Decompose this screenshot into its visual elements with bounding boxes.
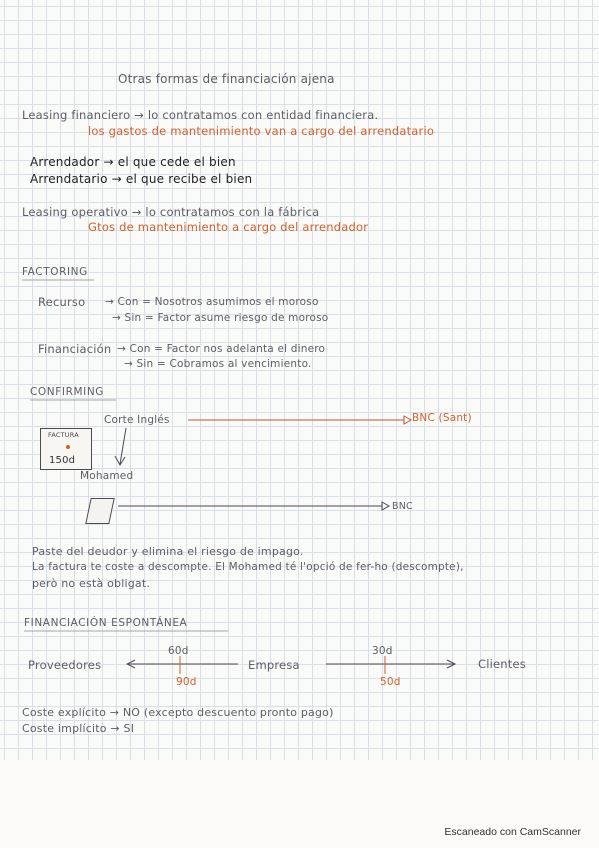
bnc-santander-label: BNC (Sant) [412,412,472,424]
financiacion-sin: → Sin = Cobramos al vencimiento. [124,358,312,370]
proveedores-label: Proveedores [28,658,102,672]
page-title: Otras formas de financiación ajena [118,72,335,86]
mohamed-label: Mohamed [80,470,134,482]
leasing-financiero-note: los gastos de mantenimiento van a cargo del arrendatario [88,124,435,138]
espontanea-heading: FINANCIACIÓN ESPONTÁNEA [24,617,188,629]
recurso-con: → Con = Nosotros asumimos el moroso [105,296,319,308]
empresa-label: Empresa [248,658,300,672]
confirming-note-1: Paste del deudor y elimina el riesgo de impago. [32,545,304,558]
days-60-label: 60d [168,645,189,657]
arrendatario-definition: Arrendatario → el que recibe el bien [30,172,253,186]
corte-ingles-label: Corte Inglés [104,414,170,426]
recurso-sin: → Sin = Factor asume riesgo de moroso [112,312,329,324]
leasing-financiero-line: Leasing financiero → lo contratamos con entidad financiera. [22,108,379,122]
days-30-label: 30d [372,645,393,657]
factura-label: FACTURA [48,431,79,439]
factoring-heading: FACTORING [22,266,88,278]
scanner-footer: Escaneado con CamScanner [444,826,581,838]
coste-implicito: Coste implícito → SI [22,722,135,735]
days-50-label: 50d [380,676,401,688]
confirming-heading: CONFIRMING [30,386,105,398]
clientes-label: Clientes [478,657,526,671]
arrow-head-bnc-sant-icon [404,416,411,424]
financiacion-label: Financiación [38,342,112,356]
confirming-note-3: però no està obligat. [32,577,151,590]
confirming-note-2: La factura te coste a descompte. El Mohamed té l'opció de fer-ho (descompte), [32,561,464,573]
factura-days: 150d [49,455,76,466]
recurso-label: Recurso [38,295,86,309]
coste-explicito: Coste explícito → NO (excepto descuento pronto pago) [22,706,334,719]
financiacion-con: → Con = Factor nos adelanta el dinero [117,343,326,355]
bnc-label: BNC [392,501,413,512]
arrow-corte-to-mohamed [120,428,126,464]
leasing-operativo-note: Gtos de mantenimiento a cargo del arrendador [88,220,369,234]
arrow-head-bnc-icon [382,502,389,510]
days-90-label: 90d [176,676,197,688]
arrendador-definition: Arrendador → el que cede el bien [30,155,236,169]
leasing-operativo-line: Leasing operativo → lo contratamos con la fábrica [22,205,320,219]
